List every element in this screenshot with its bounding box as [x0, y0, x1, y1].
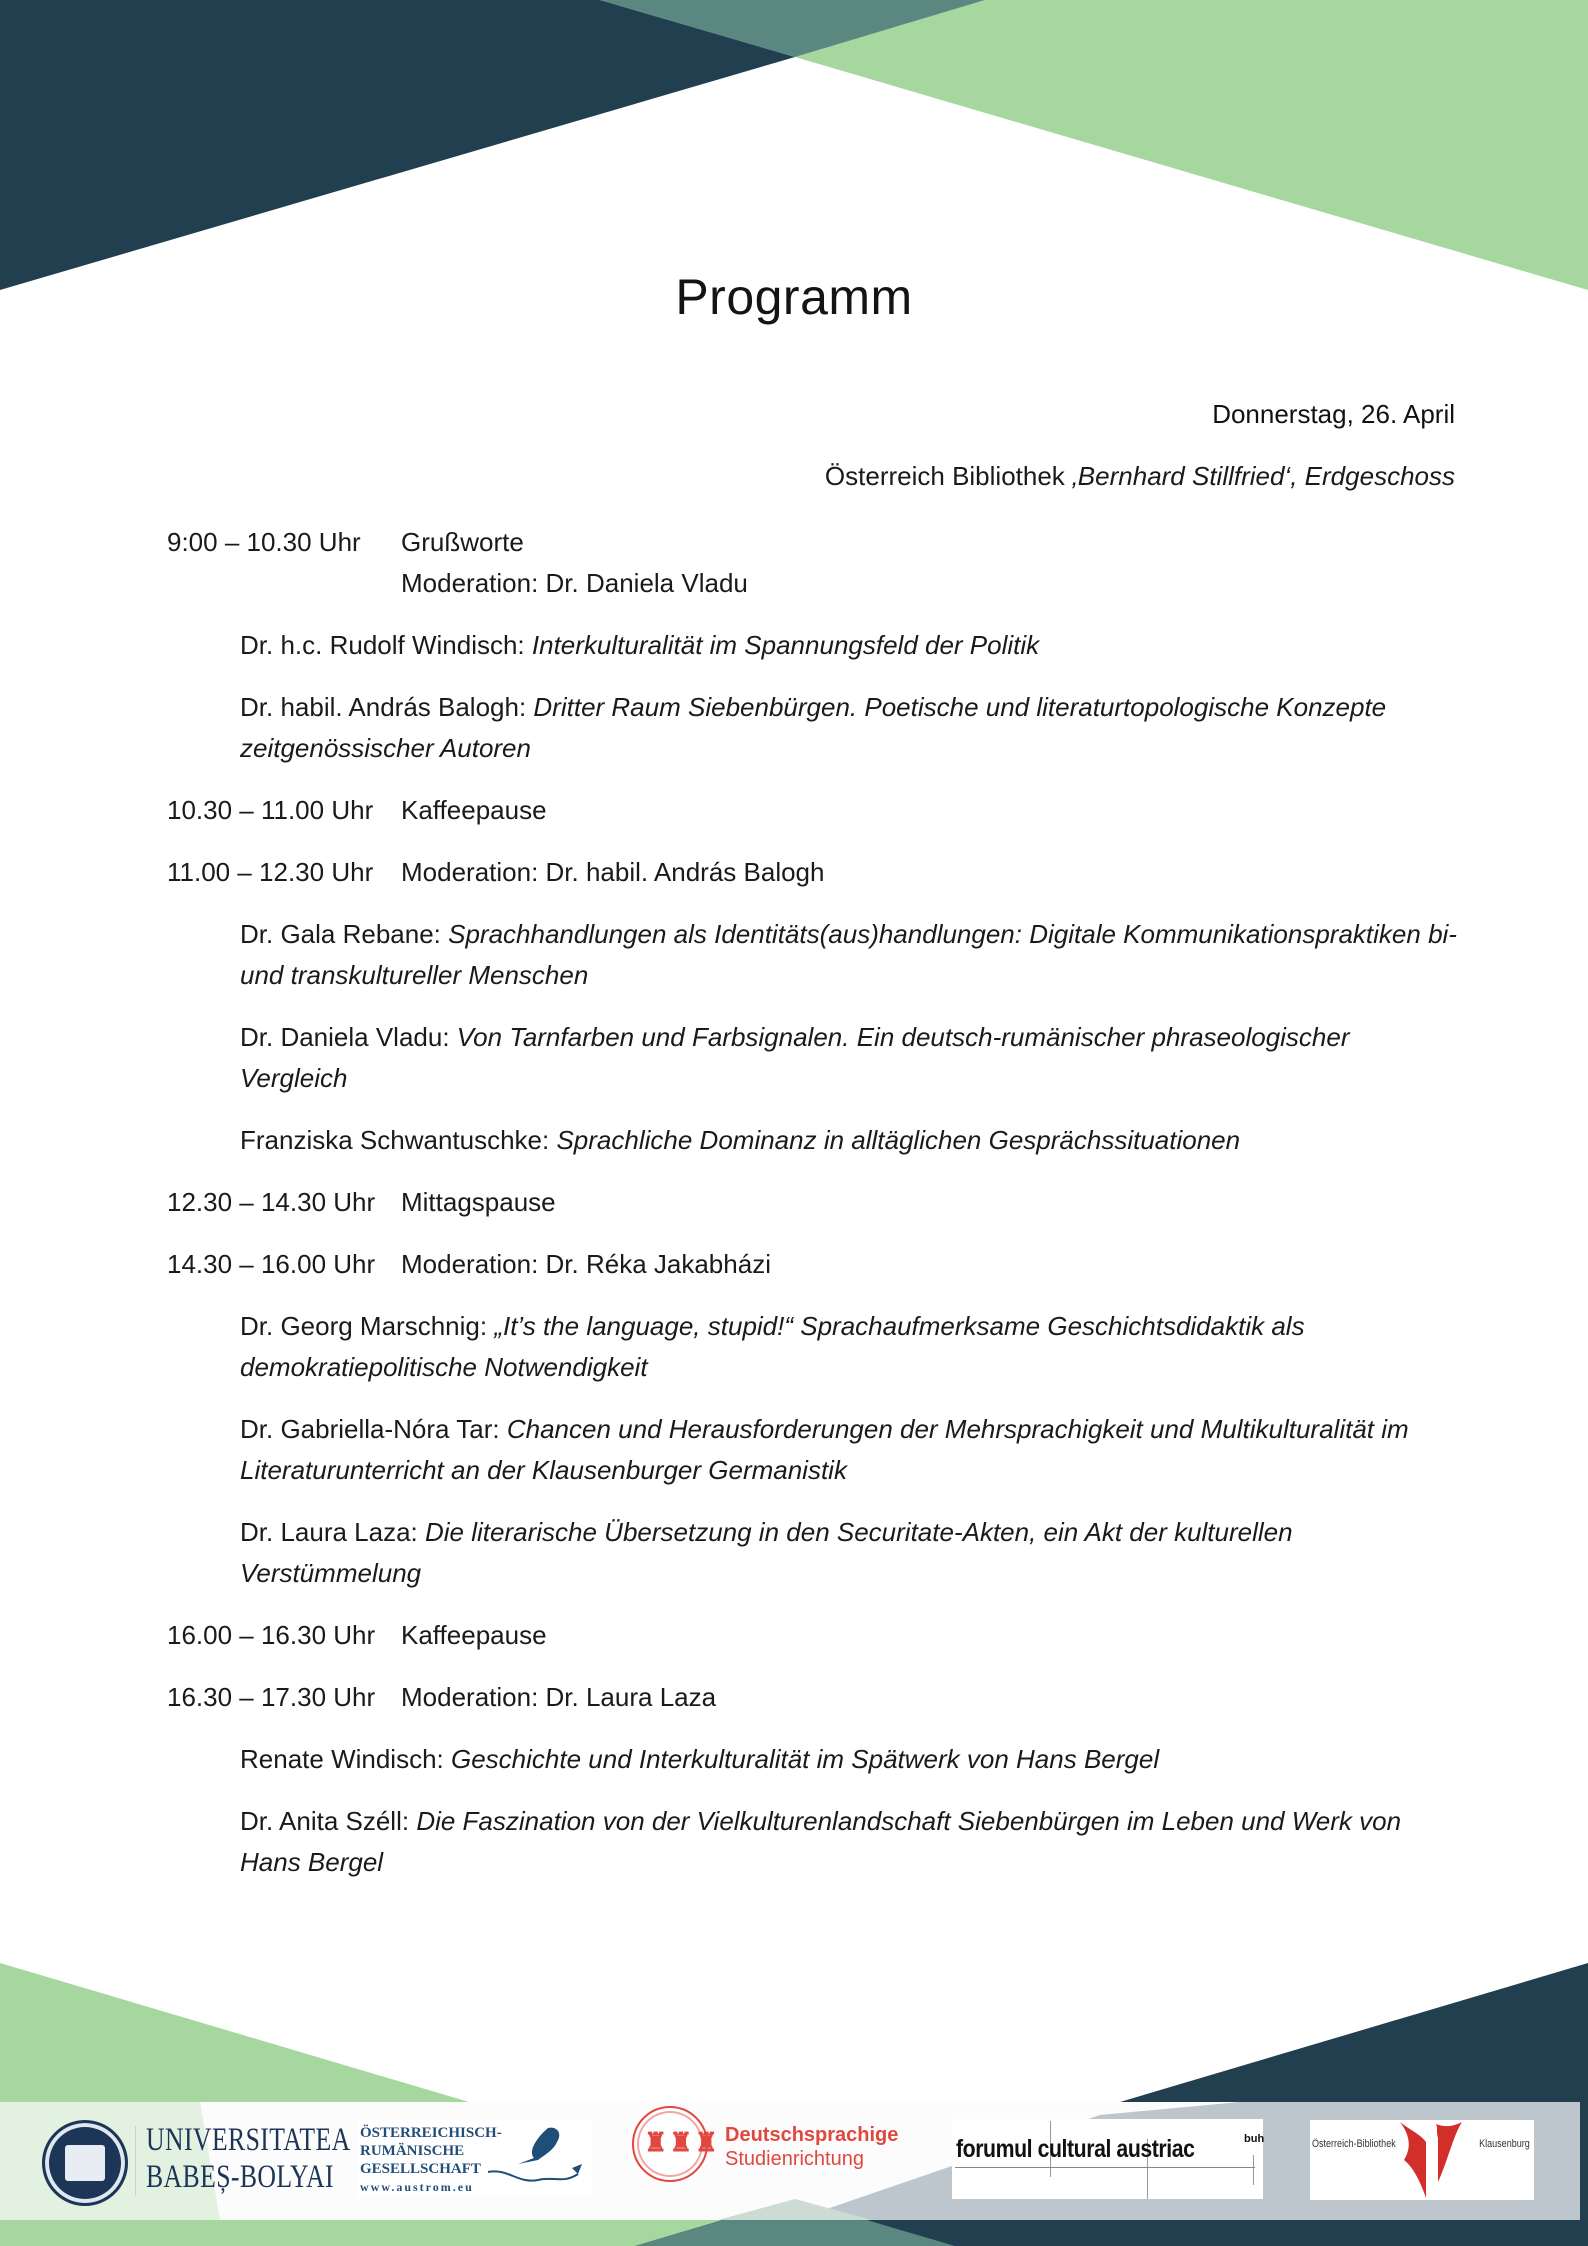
venue-name: Österreich Bibliothek [824, 461, 1073, 491]
orr-line2: RUMÄNISCHE [360, 2143, 465, 2159]
talk-title: Sprachhandlungen als Identitäts(aus)handlungen: Digitale Kommunikationspraktiken bi- und transkultureller Menschen [240, 919, 1457, 990]
logo-deutschsprachige-studienrichtung [630, 2104, 910, 2194]
talk-item [240, 1120, 1457, 1161]
talk-item [240, 625, 1457, 666]
university-seal-icon [42, 2120, 128, 2206]
talk-title: Interkulturalität im Spannungsfeld der Politik [531, 630, 1040, 660]
slot-time: 12.30 – 14.30 Uhr [167, 1187, 376, 1217]
talk-speaker: Dr. Georg Marschnig: [240, 1311, 495, 1341]
ob-right: Klausenburg [1479, 2138, 1530, 2150]
slot-time: 10.30 – 11.00 Uhr [167, 795, 374, 825]
talk-item [240, 1409, 1457, 1491]
talk-item [240, 1801, 1457, 1883]
slot-time: 11.00 – 12.30 Uhr [167, 857, 374, 887]
talk-speaker: Dr. Daniela Vladu: [240, 1022, 457, 1052]
talk-speaker: Dr. Anita Széll: [240, 1806, 417, 1836]
schedule-slot [167, 1244, 1457, 1285]
schedule-slot [167, 790, 1457, 831]
fca-sup: buh [1244, 2133, 1265, 2145]
ds-line2: Studienrichtung [725, 2148, 864, 2170]
talk-title: Die Faszination von der Vielkulturenlandschaft Siebenbürgen im Leben und Werk von Hans Bergel [240, 1806, 1402, 1877]
stork-icon [478, 2124, 588, 2192]
orr-line1: ÖSTERREICHISCH- [360, 2125, 502, 2141]
talk-title: Geschichte und Interkulturalität im Spätwerk von Hans Bergel [450, 1744, 1160, 1774]
slot-label: Moderation: Dr. Réka Jakabházi [401, 1249, 771, 1279]
schedule-slot [167, 1615, 1457, 1656]
talk-title: Sprachliche Dominanz in alltäglichen Gesprächssituationen [556, 1125, 1241, 1155]
slot-label: Moderation: Dr. habil. András Balogh [401, 857, 825, 887]
top-dark-shape [0, 0, 795, 290]
logo-forumul-cultural-austriac [952, 2119, 1263, 2199]
slot-label: Kaffeepause [401, 1620, 547, 1650]
talk-item [240, 1739, 1457, 1780]
orr-url: www.austrom.eu [360, 2180, 474, 2194]
slot-time: 14.30 – 16.00 Uhr [167, 1249, 376, 1279]
talk-title: Die literarische Übersetzung in den Securitate-Akten, ein Akt der kulturellen Verstümmelung [240, 1517, 1293, 1588]
slot-time: 16.30 – 17.30 Uhr [167, 1682, 376, 1712]
logo-babes-bolyai [38, 2116, 351, 2206]
ubb-line1: UNIVERSITATEA [146, 2122, 351, 2158]
slot-label: Moderation: Dr. Laura Laza [401, 1682, 717, 1712]
talk-title: Dritter Raum Siebenbürgen. Poetische und literaturtopologische Konzepte zeitgenössischer Autoren [240, 692, 1387, 763]
talk-title: „It’s the language, stupid!“ Sprachaufmerksame Geschichtsdidaktik als demokratiepolitische Notwendigkeit [240, 1311, 1305, 1382]
slot-label: Mittagspause [401, 1187, 556, 1217]
event-venue [825, 461, 1455, 492]
talk-speaker: Dr. Laura Laza: [240, 1517, 425, 1547]
talk-item [240, 1512, 1457, 1594]
logo-oesterreich-bibliothek [1310, 2120, 1534, 2200]
slot-time: 16.00 – 16.30 Uhr [167, 1620, 376, 1650]
talk-speaker: Renate Windisch: [240, 1744, 451, 1774]
venue-detail: ‚Bernhard Stillfried‘, Erdgeschoss [1072, 461, 1455, 491]
event-date: Donnerstag, 26. April [1212, 399, 1455, 429]
schedule-slot [167, 1677, 1457, 1718]
schedule-slot [167, 1182, 1457, 1223]
ubb-line2: BABEȘ-BOLYAI [146, 2159, 335, 2195]
page-title: Programm [675, 269, 913, 325]
talk-speaker: Franziska Schwantuschke: [240, 1125, 557, 1155]
slot-label: Grußworte [401, 527, 524, 557]
schedule-slot [167, 522, 1457, 604]
slot-time: 9:00 – 10.30 Uhr [167, 527, 361, 557]
talk-title: Chancen und Herausforderungen der Mehrsprachigkeit und Multikulturalität im Literaturunterricht an der Klausenburger Germanistik [240, 1414, 1409, 1485]
talk-item [240, 687, 1457, 769]
talk-item [240, 1306, 1457, 1388]
slot-moderation: Moderation: Dr. Daniela Vladu [401, 568, 748, 598]
program-schedule [167, 522, 1457, 1904]
talk-speaker: Dr. habil. András Balogh: [240, 692, 534, 722]
talk-speaker: Dr. Gala Rebane: [240, 919, 449, 949]
orr-line3: GESELLSCHAFT [360, 2161, 481, 2177]
talk-title: Von Tarnfarben und Farbsignalen. Ein deutsch-rumänischer phraseologischer Vergleich [240, 1022, 1350, 1093]
talk-item [240, 914, 1457, 996]
slot-label: Kaffeepause [401, 795, 547, 825]
schedule-slot [167, 852, 1457, 893]
talk-item [240, 1017, 1457, 1099]
talk-speaker: Dr. h.c. Rudolf Windisch: [240, 630, 532, 660]
ds-line1: Deutschsprachige [725, 2124, 899, 2146]
ob-left: Österreich-Bibliothek [1312, 2138, 1396, 2150]
castle-towers-icon: ♜♜♜ [644, 2128, 720, 2158]
red-wings-icon [1390, 2120, 1470, 2200]
fca-words: forumul cultural austriac [956, 2135, 1195, 2163]
talk-speaker: Dr. Gabriella-Nóra Tar: [240, 1414, 507, 1444]
top-green-shape [795, 0, 1588, 290]
logo-austrom [357, 2120, 592, 2196]
